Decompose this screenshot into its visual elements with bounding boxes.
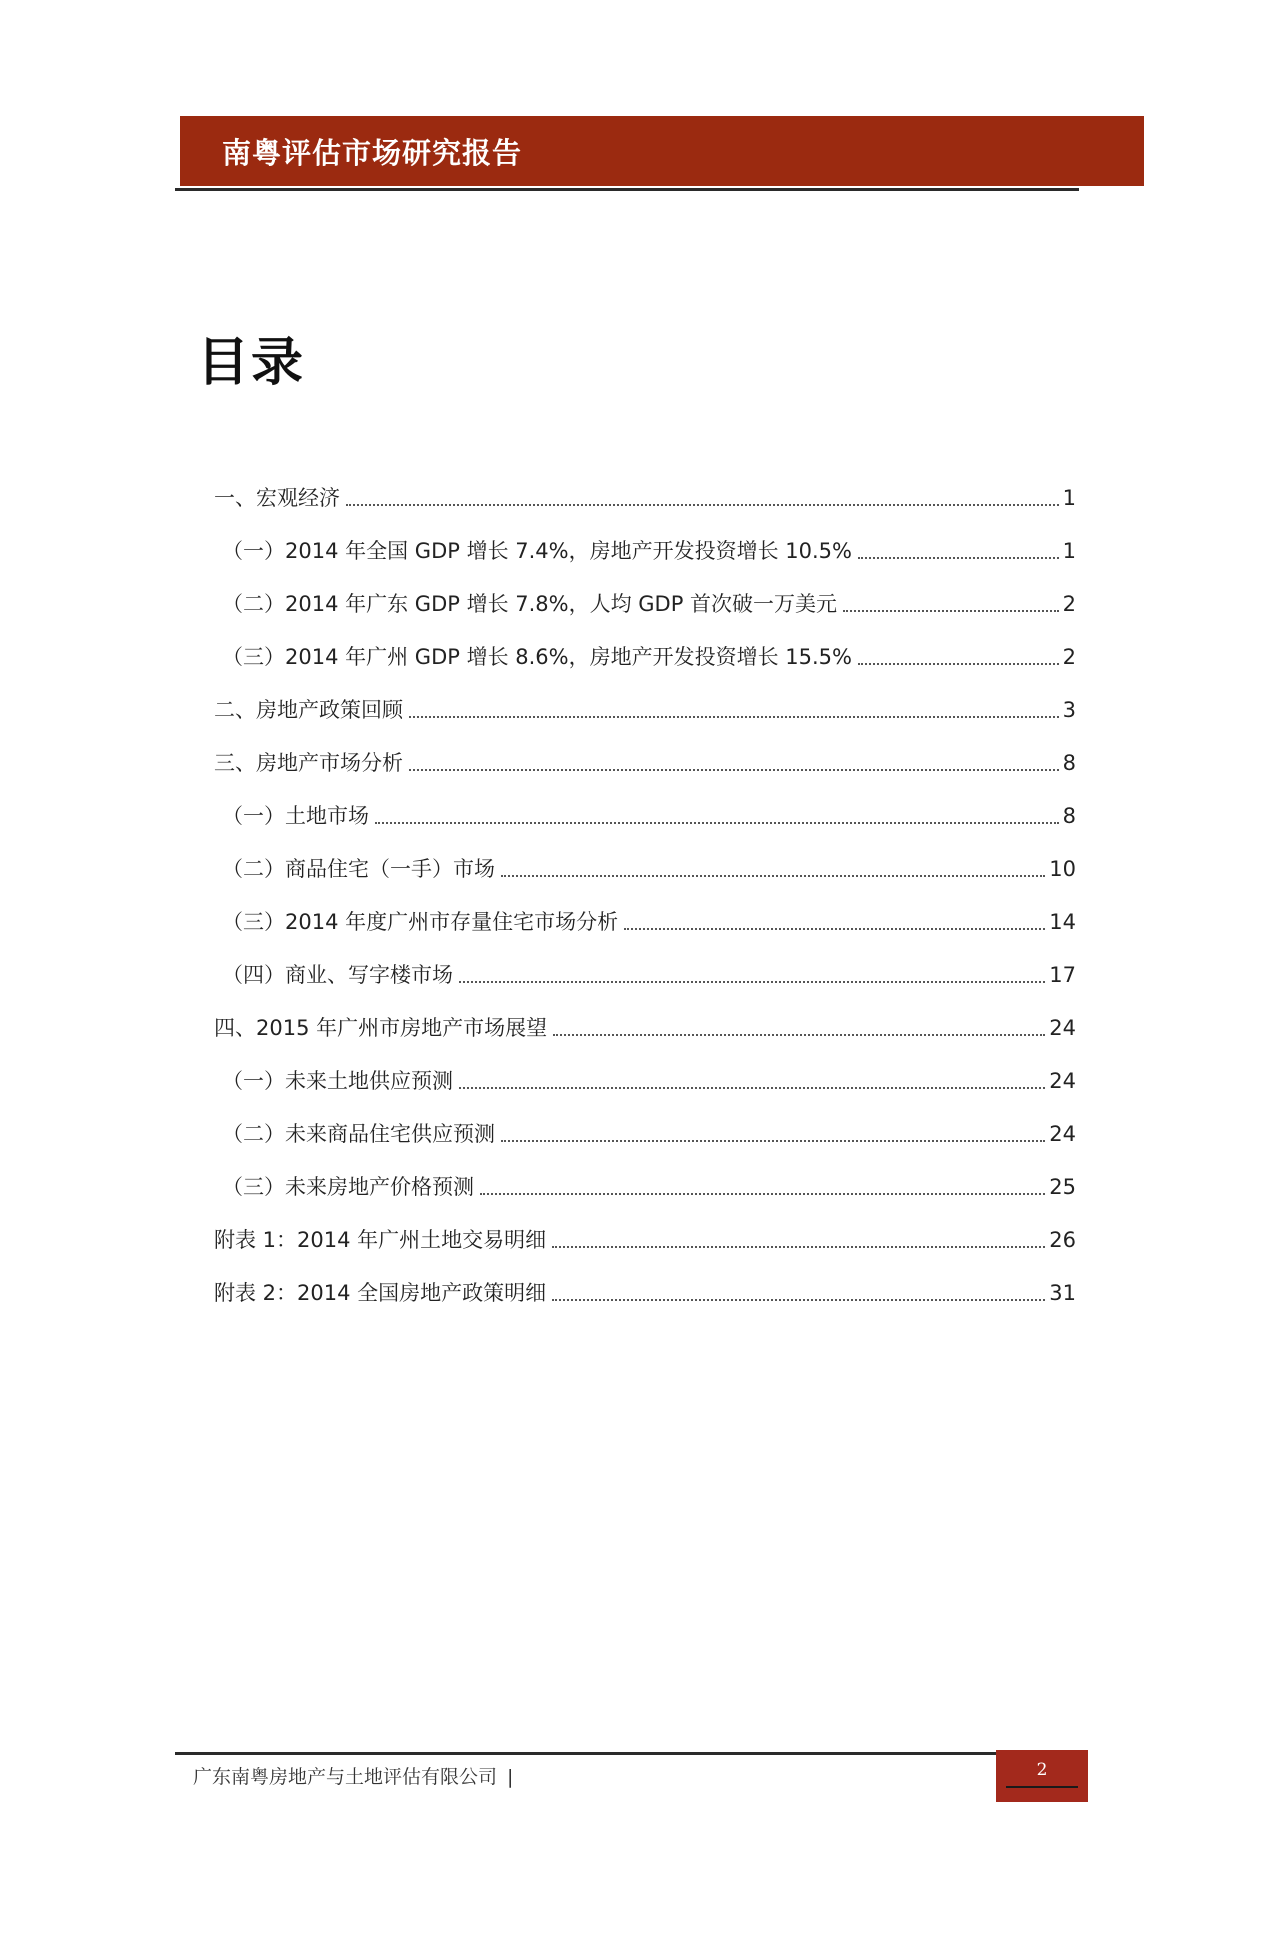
toc-entry[interactable]: [214, 480, 1076, 516]
footer-divider: [175, 1752, 999, 1755]
toc-entry-page: 1: [1062, 539, 1076, 563]
toc-entry[interactable]: [222, 957, 1076, 993]
toc-dot-leader: [375, 822, 1059, 824]
toc-dot-leader: [459, 981, 1045, 983]
toc-entry[interactable]: [222, 533, 1076, 569]
toc-dot-leader: [553, 1034, 1045, 1036]
toc-entry-label: （三）2014 年度广州市存量住宅市场分析: [222, 910, 619, 934]
toc-entry-label: 附表 1：2014 年广州土地交易明细: [214, 1228, 547, 1252]
toc-dot-leader: [858, 557, 1059, 559]
toc-dot-leader: [843, 610, 1059, 612]
toc-heading: 目录: [197, 333, 306, 393]
toc-dot-leader: [459, 1087, 1045, 1089]
toc-entry[interactable]: [222, 1063, 1076, 1099]
toc-entry-label: 附表 2：2014 全国房地产政策明细: [214, 1281, 547, 1305]
toc-entry[interactable]: [222, 1116, 1076, 1152]
header-band: [180, 116, 1144, 186]
toc-dot-leader: [409, 716, 1059, 718]
toc-entry[interactable]: [214, 1010, 1076, 1046]
toc-dot-leader: [624, 928, 1045, 930]
toc-entry-label: （三）2014 年广州 GDP 增长 8.6%，房地产开发投资增长 15.5%: [222, 645, 852, 669]
toc-entry-label: 二、房地产政策回顾: [214, 698, 403, 722]
page-number: 2: [1036, 1760, 1048, 1780]
toc-entry[interactable]: [214, 1275, 1076, 1311]
toc-entry-page: 31: [1049, 1281, 1076, 1305]
toc-entry-label: （一）土地市场: [222, 804, 369, 828]
report-title: 南粤评估市场研究报告: [222, 135, 523, 170]
toc-dot-leader: [858, 663, 1059, 665]
toc-entry-page: 2: [1062, 592, 1076, 616]
toc-entry[interactable]: [222, 1169, 1076, 1205]
toc-entry-page: 17: [1049, 963, 1076, 987]
footer-company-name: 广东南粤房地产与土地评估有限公司: [193, 1766, 498, 1788]
footer-company: [193, 1762, 513, 1789]
toc-entry-page: 24: [1049, 1069, 1076, 1093]
toc-dot-leader: [480, 1193, 1045, 1195]
toc-entry-page: 26: [1049, 1228, 1076, 1252]
toc-entry-page: 10: [1049, 857, 1076, 881]
toc-dot-leader: [409, 769, 1059, 771]
footer-separator: |: [507, 1766, 514, 1788]
toc-entry-label: （一）未来土地供应预测: [222, 1069, 453, 1093]
toc-entry-page: 2: [1062, 645, 1076, 669]
toc-entry-label: （四）商业、写字楼市场: [222, 963, 453, 987]
toc-entry-page: 1: [1062, 486, 1076, 510]
toc-entry-label: （二）商品住宅（一手）市场: [222, 857, 495, 881]
toc-entry[interactable]: [222, 639, 1076, 675]
toc-entry-label: 一、宏观经济: [214, 486, 340, 510]
toc-entry[interactable]: [222, 904, 1076, 940]
toc-entry[interactable]: [222, 586, 1076, 622]
page-number-underline: [1006, 1786, 1078, 1788]
page-number-box: [996, 1750, 1088, 1802]
toc-entry[interactable]: [214, 1222, 1076, 1258]
toc-dot-leader: [552, 1246, 1045, 1248]
toc-entry-page: 8: [1062, 751, 1076, 775]
toc-dot-leader: [501, 875, 1045, 877]
toc-entry-page: 3: [1062, 698, 1076, 722]
toc-entry[interactable]: [214, 692, 1076, 728]
header-divider: [175, 188, 1079, 191]
toc-entry-page: 24: [1049, 1016, 1076, 1040]
toc-entry[interactable]: [214, 745, 1076, 781]
toc-entry-label: （二）2014 年广东 GDP 增长 7.8%，人均 GDP 首次破一万美元: [222, 592, 838, 616]
toc-entry-page: 25: [1049, 1175, 1076, 1199]
toc-entry[interactable]: [222, 798, 1076, 834]
toc-entry-label: （一）2014 年全国 GDP 增长 7.4%，房地产开发投资增长 10.5%: [222, 539, 852, 563]
toc-entry-label: 三、房地产市场分析: [214, 751, 403, 775]
toc-entry-label: （二）未来商品住宅供应预测: [222, 1122, 495, 1146]
toc-dot-leader: [552, 1299, 1045, 1301]
toc-entry[interactable]: [222, 851, 1076, 887]
toc-dot-leader: [346, 504, 1059, 506]
toc-entry-label: 四、2015 年广州市房地产市场展望: [214, 1016, 548, 1040]
toc-entry-page: 14: [1049, 910, 1076, 934]
toc-entry-page: 8: [1062, 804, 1076, 828]
toc-dot-leader: [501, 1140, 1045, 1142]
toc-entry-page: 24: [1049, 1122, 1076, 1146]
toc-entry-label: （三）未来房地产价格预测: [222, 1175, 474, 1199]
